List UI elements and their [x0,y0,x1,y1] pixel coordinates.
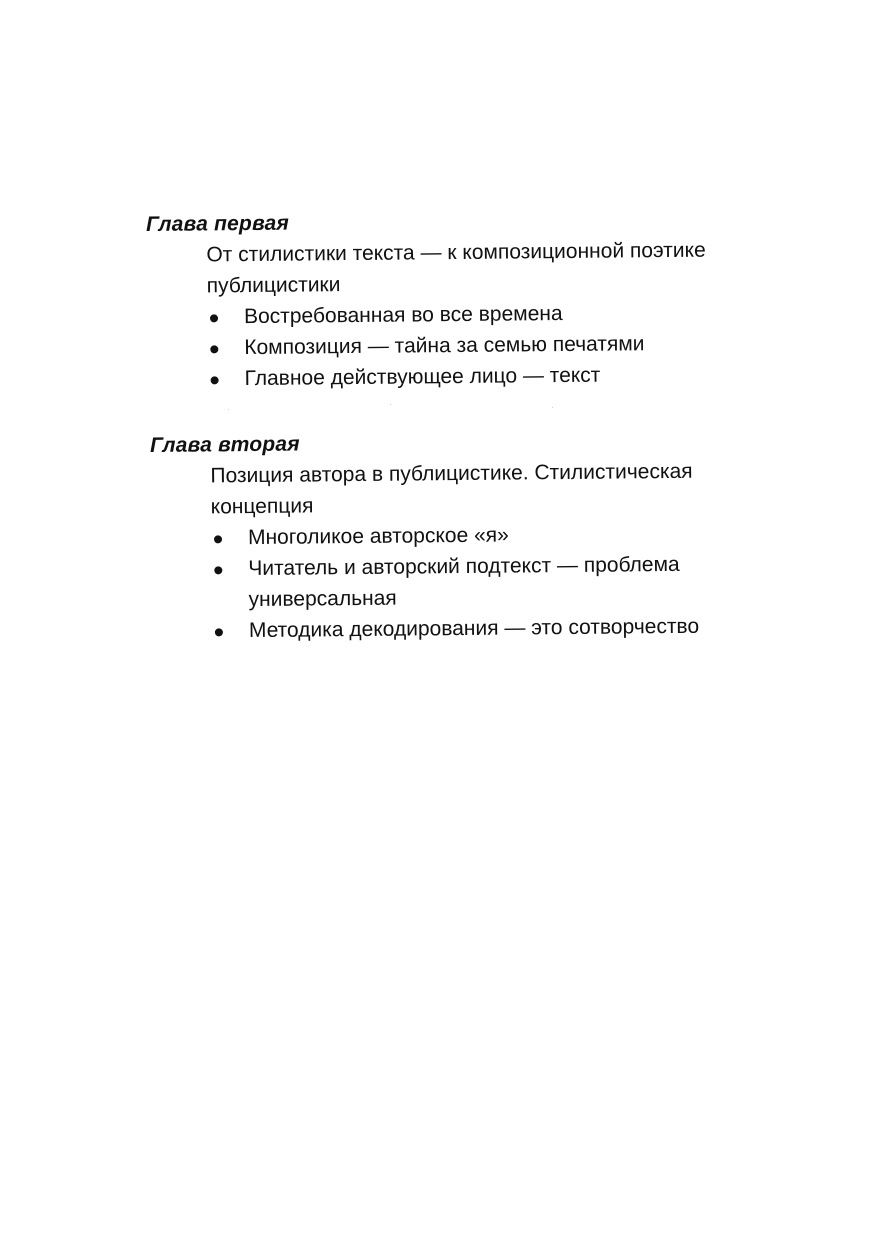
list-item-text: универсальная [248,586,397,612]
bullet-icon [215,628,223,636]
chapter-subtitle [206,234,777,301]
subtitle-line: Позиция автора в публицистике. Стилистическая [210,459,693,488]
list-item [207,358,764,394]
list-item-text: Читатель и авторский подтекст — проблема [248,552,680,581]
subtitle-line: От стилистики текста — к композиционной поэтике [206,238,706,267]
chapter-heading: Глава первая [146,211,290,236]
scan-speck [228,409,229,410]
chapter-one [146,206,788,395]
scan-speck [390,404,391,405]
subtitle-line: публицистики [206,273,341,298]
chapter-heading: Глава вторая [150,432,300,457]
list-item-text: Востребованная во все времена [243,302,563,329]
bullet-icon [211,376,219,384]
chapter-points [147,296,788,395]
chapter-subtitle [210,455,781,522]
bullet-icon [214,535,222,543]
subtitle-line: концепция [210,494,314,519]
bullet-icon [214,566,222,574]
list-item-text: Многоликое авторское «я» [247,523,509,550]
bullet-icon [210,314,218,322]
chapter-points [151,517,792,647]
scan-speck [552,407,553,408]
list-item-text: Методика декодирования — это сотворчество [248,614,700,643]
list-item [211,548,769,615]
list-item [212,610,769,646]
bullet-icon [210,345,218,353]
chapter-two [150,427,792,647]
list-item-text: Главное действующее лицо — текст [244,363,601,391]
list-item-text: Композиция — тайна за семью печатями [244,332,645,360]
